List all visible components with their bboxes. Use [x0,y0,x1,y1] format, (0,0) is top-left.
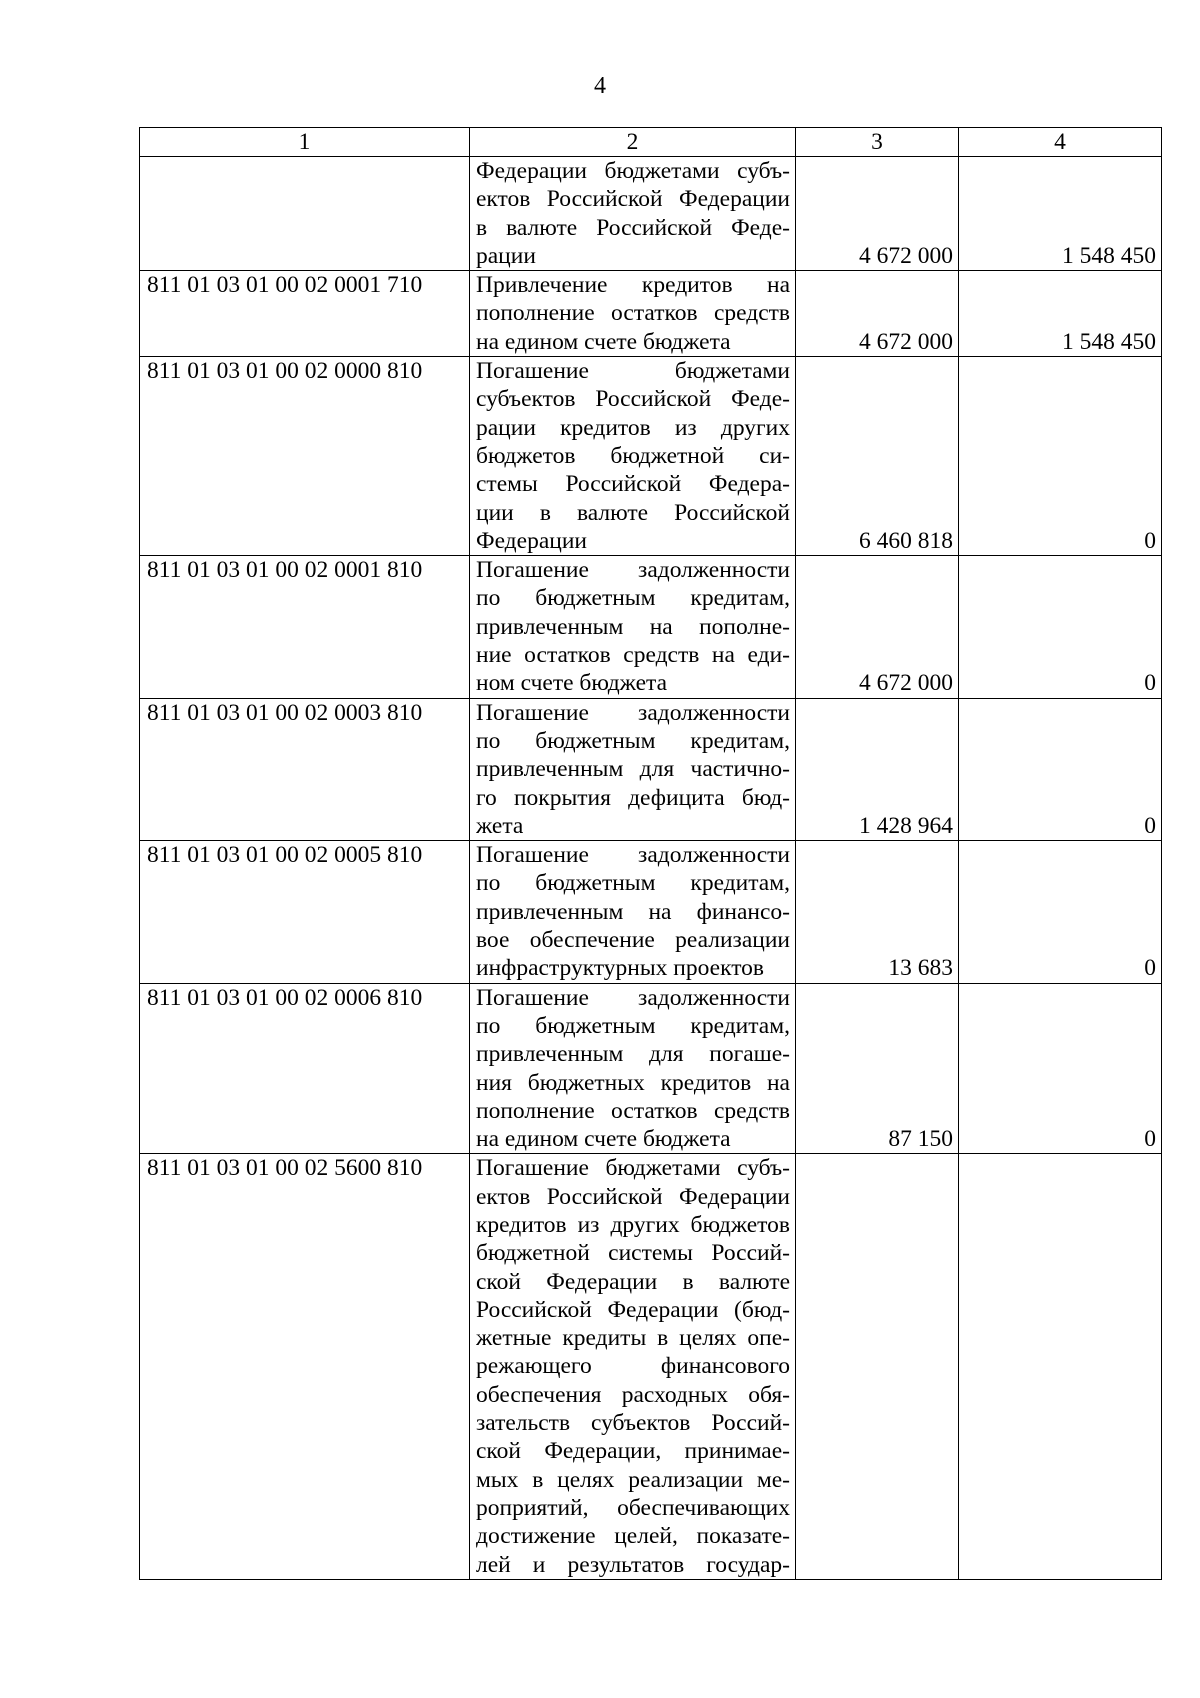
row-name-line: бюджетов бюджетной си- [476,442,790,469]
page-number: 4 [594,73,606,99]
row-value-col4: 1 548 450 [959,271,1162,357]
row-name-line: на едином счете бюджета [476,1126,731,1153]
row-value-col3: 6 460 818 [796,357,959,556]
row-name-line: ния бюджетных кредитов на [476,1069,790,1096]
row-code: 811 01 03 01 00 02 0005 810 [140,841,470,983]
row-name-line: привлеченным для частично- [476,756,790,783]
row-value-col4: 0 [959,698,1162,840]
row-value-col4: 1 548 450 [959,157,1162,271]
row-name-line: роприятий, обеспечивающих [476,1494,790,1521]
row-name-line: вое обеспечение реализации [476,927,790,954]
row-name-line: Погашение задолженности [476,842,790,869]
header-col-2: 2 [470,128,796,157]
row-name-line: рации кредитов из других [476,414,790,441]
row-name-line: пополнение остатков средств [476,300,790,327]
row-value-col3: 4 672 000 [796,271,959,357]
row-value-col3: 1 428 964 [796,698,959,840]
row-name-line: ской Федерации в валюте [476,1268,790,1295]
row-name-line: на едином счете бюджета [476,328,731,355]
row-name-line: ции в валюте Российской [476,499,790,526]
row-name-line: рации [476,242,536,269]
row-value-col4: 0 [959,983,1162,1154]
row-value-col4 [959,1154,1162,1579]
row-name [470,556,796,698]
table-row [140,271,1162,357]
row-name-line: Российской Федерации (бюд- [476,1296,790,1323]
row-name-line: по бюджетным кредитам, [476,727,790,754]
row-value-col3: 87 150 [796,983,959,1154]
row-name-line: Погашение задолженности [476,984,790,1011]
row-name-line: Привлечение кредитов на [476,272,790,299]
row-name-line: пополнение остатков средств [476,1097,790,1124]
table-row [140,983,1162,1154]
row-name [470,698,796,840]
row-name [470,841,796,983]
row-name [470,157,796,271]
row-name-line: ном счете бюджета [476,670,668,697]
row-name-line: инфраструктурных проектов [476,955,765,982]
budget-table [139,127,1162,1580]
row-value-col3: 4 672 000 [796,157,959,271]
row-name-line: привлеченным для погаше- [476,1041,790,1068]
header-col-4: 4 [959,128,1162,157]
header-col-3: 3 [796,128,959,157]
row-name-line: жетные кредиты в целях опе- [476,1325,790,1352]
table-row [140,556,1162,698]
row-code: 811 01 03 01 00 02 0006 810 [140,983,470,1154]
row-code: 811 01 03 01 00 02 5600 810 [140,1154,470,1579]
table-row [140,1154,1162,1579]
row-name-line: го покрытия дефицита бюд- [476,784,790,811]
row-name-line: достижение целей, показате- [476,1523,790,1550]
row-name-line: лей и результатов государ- [476,1551,790,1578]
row-name-line: привлеченным на пополне- [476,613,790,640]
row-name-line: привлеченным на финансо- [476,898,790,925]
table-row [140,357,1162,556]
row-value-col3: 13 683 [796,841,959,983]
row-code: 811 01 03 01 00 02 0001 710 [140,271,470,357]
row-value-col3 [796,1154,959,1579]
row-name-line: ектов Российской Федерации [476,1183,790,1210]
row-name-line: зательств субъектов Россий- [476,1410,790,1437]
row-name-line: ние остатков средств на еди- [476,642,790,669]
row-value-col4: 0 [959,841,1162,983]
row-name-line: по бюджетным кредитам, [476,870,790,897]
row-code: 811 01 03 01 00 02 0000 810 [140,357,470,556]
row-name-line: мых в целях реализации ме- [476,1466,790,1493]
table-row [140,157,1162,271]
header-row [140,128,1162,157]
row-name-line: субъектов Российской Феде- [476,386,790,413]
row-name-line: кредитов из других бюджетов [476,1211,790,1238]
row-name-line: режающего финансового [476,1353,790,1380]
row-name-line: ской Федерации, принимае- [476,1438,790,1465]
row-name-line: ектов Российской Федерации [476,186,790,213]
row-value-col3: 4 672 000 [796,556,959,698]
row-name-line: Погашение бюджетами субъ- [476,1155,790,1182]
row-name-line: Погашение бюджетами [476,358,790,385]
row-name-line: стемы Российской Федера- [476,471,790,498]
row-code: 811 01 03 01 00 02 0003 810 [140,698,470,840]
row-name-line: бюджетной системы Россий- [476,1240,790,1267]
table-row [140,841,1162,983]
row-code [140,157,470,271]
row-value-col4: 0 [959,357,1162,556]
row-name [470,1154,796,1579]
header-col-1: 1 [140,128,470,157]
row-code: 811 01 03 01 00 02 0001 810 [140,556,470,698]
row-value-col4: 0 [959,556,1162,698]
row-name-line: Погашение задолженности [476,557,790,584]
row-name-line: по бюджетным кредитам, [476,1012,790,1039]
row-name-line: обеспечения расходных обя- [476,1381,790,1408]
table-row [140,698,1162,840]
row-name [470,357,796,556]
row-name-line: жета [476,812,524,839]
row-name [470,983,796,1154]
row-name-line: по бюджетным кредитам, [476,585,790,612]
row-name-line: Погашение задолженности [476,699,790,726]
row-name-line: Федерации [476,527,587,554]
row-name-line: в валюте Российской Феде- [476,214,790,241]
row-name-line: Федерации бюджетами субъ- [476,158,790,184]
row-name [470,271,796,357]
